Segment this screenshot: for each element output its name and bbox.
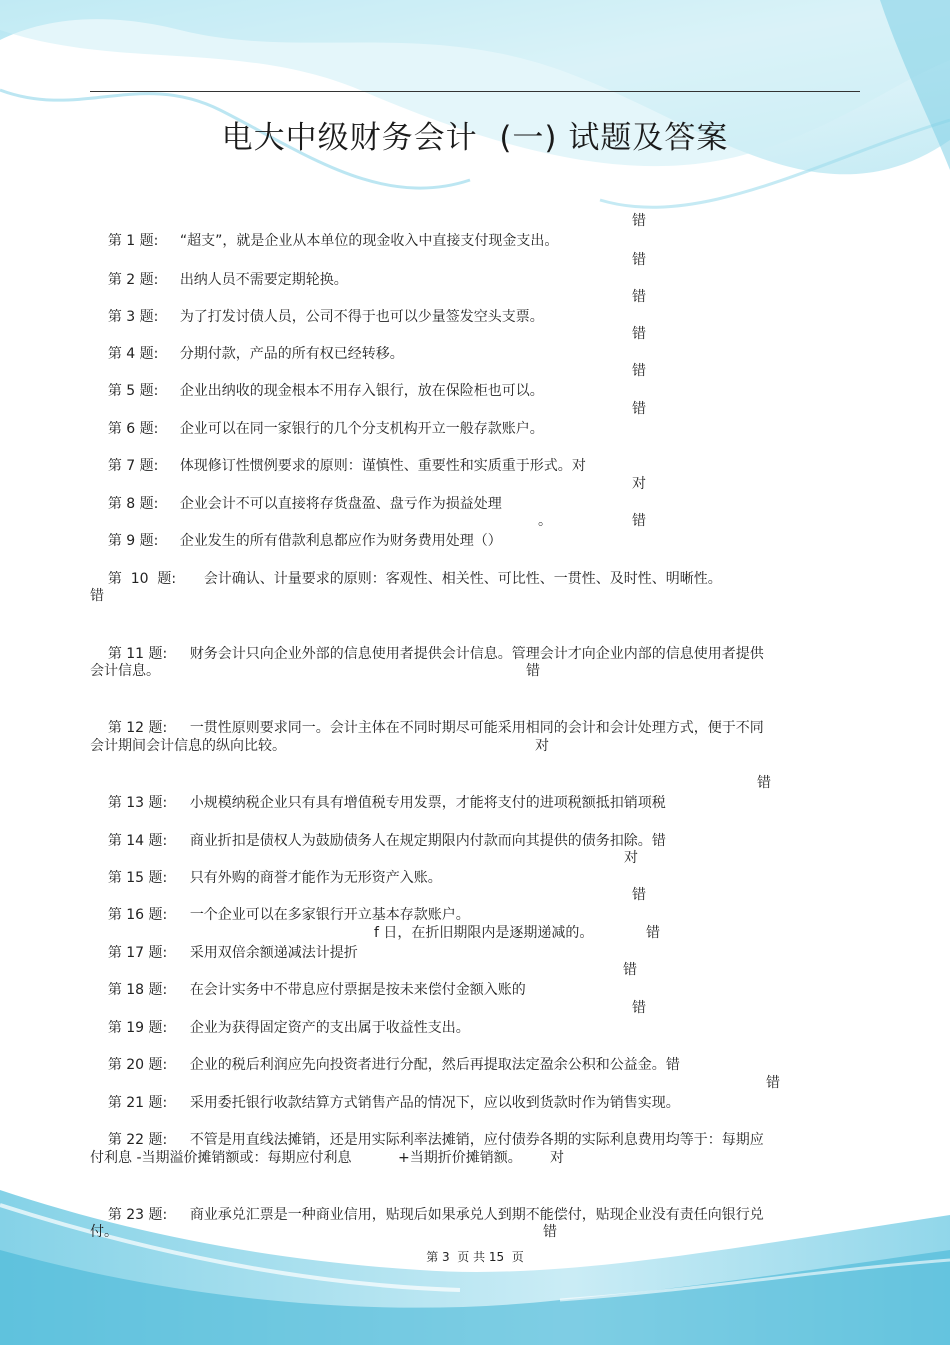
answer-19: 错	[632, 1000, 646, 1016]
question-label: 第 2 题:	[107, 272, 159, 288]
question-label: 第 10 题:	[107, 571, 177, 587]
question-label: 第 9 题:	[107, 533, 159, 549]
document-title: 电大中级财务会计 (一) 试题及答案	[221, 120, 729, 156]
question-22-continuation-2: +当期折价摊销额。	[398, 1150, 522, 1166]
question-text: “超支”，就是企业从本单位的现金收入中直接支付现金支出。	[179, 233, 559, 249]
question-text: 不管是用直线法摊销，还是用实际利率法摊销，应付债券各期的实际利息费用均等于：每期应	[189, 1132, 764, 1148]
answer-18: 错	[623, 962, 637, 978]
question-text: 会计确认、计量要求的原则：客观性、相关性、可比性、一贯性、及时性、明晰性。	[203, 571, 722, 587]
answer-7: 对	[571, 458, 586, 474]
answer-11: 错	[526, 663, 540, 679]
question-text: 企业会计不可以直接将存货盘盈、盘亏作为损益处理	[179, 496, 502, 512]
answer-13: 错	[757, 775, 771, 791]
question-label: 第 16 题:	[107, 907, 168, 923]
answer-1: 错	[632, 213, 646, 229]
question-11-continuation: 会计信息。	[90, 663, 160, 679]
question-text: 一个企业可以在多家银行开立基本存款账户。	[189, 907, 470, 923]
question-text: 一贯性原则要求同一。会计主体在不同时期尽可能采用相同的会计和会计处理方式，便于不同	[189, 720, 764, 736]
question-label: 第 14 题:	[107, 833, 168, 849]
question-text: 体现修订性惯例要求的原则：谨慎性、重要性和实质重于形式。	[179, 458, 572, 474]
question-9-text-end: 。	[538, 513, 552, 529]
answer-17: 错	[646, 925, 660, 941]
question-text: 采用委托银行收款结算方式销售产品的情况下，应以收到货款时作为销售实现。	[189, 1095, 680, 1111]
question-label: 第 1 题:	[107, 233, 159, 249]
header-rule	[90, 91, 860, 92]
answer-10: 错	[90, 588, 104, 604]
question-label: 第 4 题:	[107, 346, 159, 362]
question-text: 企业出纳收的现金根本不用存入银行，放在保险柜也可以。	[179, 383, 544, 399]
question-text: 小规模纳税企业只有具有增值税专用发票，才能将支付的进项税额抵扣销项税	[189, 795, 666, 811]
question-text: 商业承兑汇票是一种商业信用，贴现后如果承兑人到期不能偿付，贴现企业没有责任向银行兑	[189, 1207, 764, 1223]
question-label: 第 18 题:	[107, 982, 168, 998]
question-label: 第 19 题:	[107, 1020, 168, 1036]
question-label: 第 20 题:	[107, 1057, 168, 1073]
answer-21: 错	[766, 1075, 780, 1091]
question-label: 第 3 题:	[107, 309, 159, 325]
question-text: 只有外购的商誉才能作为无形资产入账。	[189, 870, 442, 886]
answer-20: 错	[665, 1057, 680, 1073]
question-label: 第 17 题:	[107, 945, 168, 961]
question-label: 第 7 题:	[107, 458, 159, 474]
question-text: 出纳人员不需要定期轮换。	[179, 272, 348, 288]
question-label: 第 11 题:	[107, 646, 168, 662]
answer-6: 错	[632, 401, 646, 417]
question-label: 第 8 题:	[107, 496, 159, 512]
question-text: 财务会计只向企业外部的信息使用者提供会计信息。管理会计才向企业内部的信息使用者提供	[189, 646, 764, 662]
question-label: 第 23 题:	[107, 1207, 168, 1223]
question-label: 第 13 题:	[107, 795, 168, 811]
answer-2: 错	[632, 252, 646, 268]
question-10	[90, 549, 722, 609]
question-label: 第 21 题:	[107, 1095, 168, 1111]
answer-14: 错	[651, 833, 666, 849]
question-text: 企业发生的所有借款利息都应作为财务费用处理（）	[179, 533, 502, 549]
answer-5: 错	[632, 363, 646, 379]
answer-8: 对	[632, 476, 646, 492]
question-23-continuation: 付。	[90, 1224, 118, 1240]
answer-23: 错	[543, 1224, 557, 1240]
question-label: 第 15 题:	[107, 870, 168, 886]
question-text: 为了打发讨债人员，公司不得于也可以少量签发空头支票。	[179, 309, 544, 325]
answer-3: 错	[632, 289, 646, 305]
answer-12: 对	[535, 738, 549, 754]
question-label: 第 22 题:	[107, 1132, 168, 1148]
question-22-continuation: 付利息 -当期溢价摊销额或：每期应付利息	[90, 1150, 352, 1166]
question-11	[90, 624, 764, 684]
question-label: 第 12 题:	[107, 720, 168, 736]
question-text: 企业可以在同一家银行的几个分支机构开立一般存款账户。	[179, 421, 544, 437]
question-12-continuation: 会计期间会计信息的纵向比较。	[90, 738, 286, 754]
answer-9: 错	[632, 513, 646, 529]
answer-22: 对	[550, 1150, 564, 1166]
answer-16: 错	[632, 887, 646, 903]
question-label: 第 6 题:	[107, 421, 159, 437]
answer-4: 错	[632, 326, 646, 342]
question-text: 企业为获得固定资产的支出属于收益性支出。	[189, 1020, 470, 1036]
question-text: 企业的税后利润应先向投资者进行分配，然后再提取法定盈余公积和公益金。	[189, 1057, 666, 1073]
answer-15: 对	[624, 850, 638, 866]
page-number-footer: 第 3 页 共 15 页	[426, 1250, 524, 1264]
question-text: 分期付款，产品的所有权已经转移。	[179, 346, 404, 362]
question-17-text-mid: f 日，在折旧期限内是逐期递减的。	[374, 925, 594, 941]
question-text: 采用双倍余额递减法计提折	[189, 945, 358, 961]
question-23	[90, 1185, 764, 1245]
question-label: 第 5 题:	[107, 383, 159, 399]
question-text: 在会计实务中不带息应付票据是按未来偿付金额入账的	[189, 982, 526, 998]
question-text: 商业折扣是债权人为鼓励债务人在规定期限内付款而向其提供的债务扣除。	[189, 833, 652, 849]
